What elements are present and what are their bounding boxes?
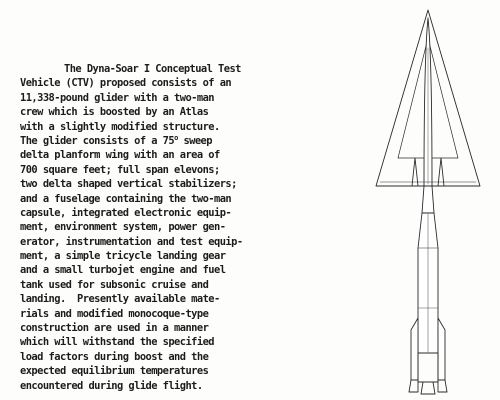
paragraph-line: and a fuselage containing the two-man xyxy=(20,192,232,205)
left-engine-pod xyxy=(411,318,418,380)
paragraph-line: crew which is boosted by an Atlas xyxy=(20,106,209,119)
sweep-text: The glider consists of a 75 xyxy=(20,134,175,147)
paragraph-line: capsule, integrated electronic equip- xyxy=(20,206,232,219)
paragraph-line: and a small turbojet engine and fuel xyxy=(20,264,226,277)
paragraph-line: tank used for subsonic cruise and xyxy=(20,278,209,291)
paragraph-line: expected equilibrium temperatures xyxy=(20,365,209,378)
paragraph-line: with a slightly modified structure. xyxy=(20,120,220,133)
paragraph-line: landing. Presently available mate- xyxy=(20,293,220,306)
paragraph-line: rials and modified monocoque-type xyxy=(20,307,209,320)
right-nozzle xyxy=(438,380,447,392)
paragraph-line: 11,338-pound glider with a two-man xyxy=(20,91,214,104)
left-nozzle xyxy=(409,380,418,392)
paragraph-line: ment, a simple tricycle landing gear xyxy=(20,250,226,263)
paragraph-line: construction are used in a manner xyxy=(20,322,209,335)
description-paragraph xyxy=(20,62,320,393)
adapter-section xyxy=(422,186,434,213)
atlas-booster xyxy=(409,186,447,394)
dyna-soar-atlas-illustration xyxy=(368,8,488,398)
paragraph-line: load factors during boost and the xyxy=(20,350,209,363)
paragraph-line: Vehicle (CTV) proposed consists of an xyxy=(20,77,232,90)
degree-superscript: o xyxy=(174,133,178,142)
paragraph-line: The Dyna-Soar I Conceptual Test xyxy=(64,63,241,75)
right-engine-pod xyxy=(438,318,445,380)
paragraph-line: 700 square feet; full span elevons; xyxy=(20,163,220,176)
paragraph-line: encountered during glide flight. xyxy=(20,379,203,392)
sweep-text-end: sweep xyxy=(177,134,212,147)
paragraph-line: which will withstand the specified xyxy=(20,336,214,349)
center-nozzle xyxy=(421,382,435,394)
paragraph-line: two delta shaped vertical stabilizers; xyxy=(20,178,237,191)
paragraph-line: erator, instrumentation and test equip- xyxy=(20,235,243,248)
booster-skirt xyxy=(418,353,438,382)
delta-glider xyxy=(376,10,480,186)
paragraph-line-sweep xyxy=(20,134,320,148)
paragraph-line: ment, environment system, power gen- xyxy=(20,221,226,234)
paragraph-line: delta planform wing with an area of xyxy=(20,149,220,162)
